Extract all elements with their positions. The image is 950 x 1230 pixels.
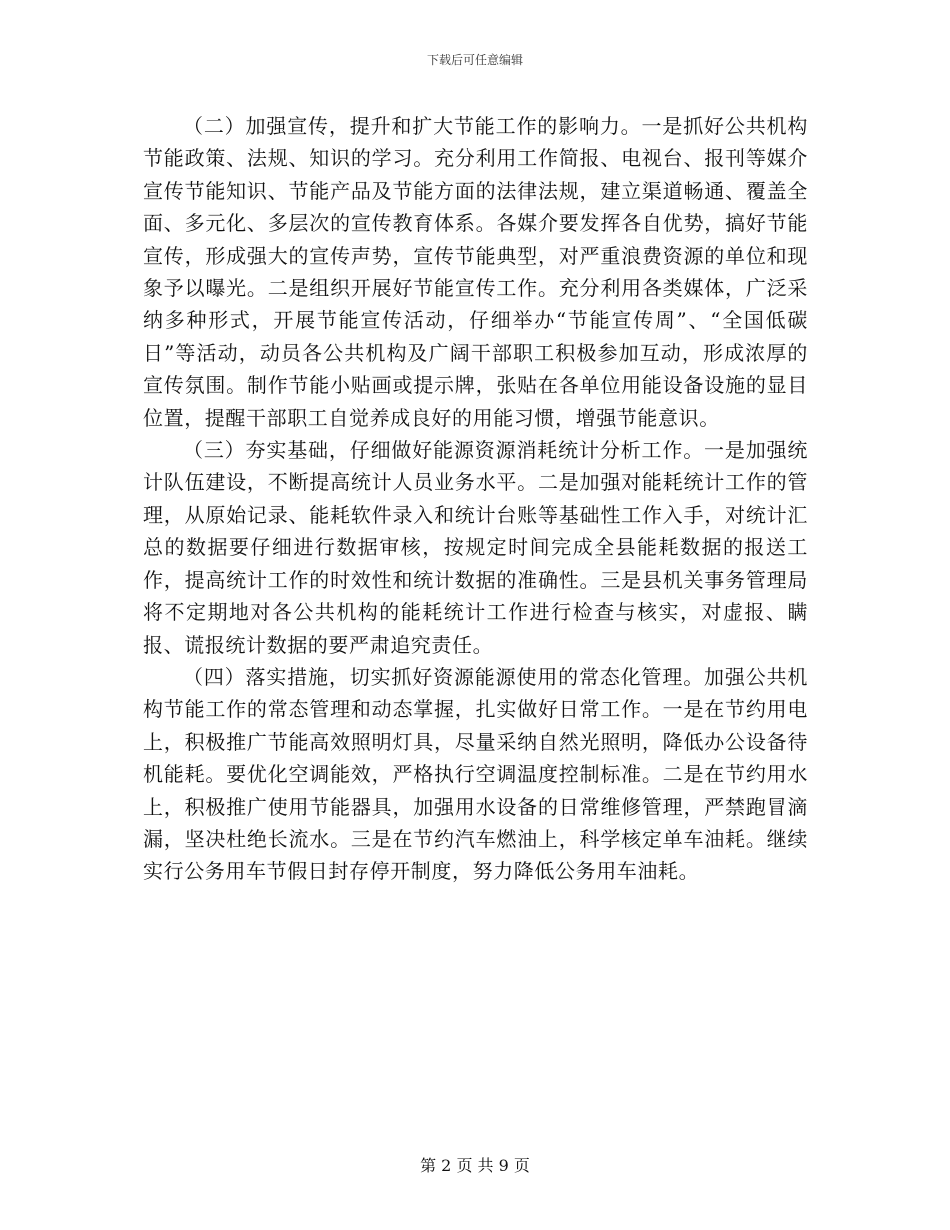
page-header: 下载后可任意编辑 <box>426 53 523 67</box>
document-body <box>143 110 808 888</box>
page-footer: 第 2 页 共 9 页 <box>420 1156 530 1175</box>
paragraph-section-2: （二）加强宣传，提升和扩大节能工作的影响力。一是抓好公共机构节能政策、法规、知识的学习。充分利用工作简报、电视台、报刊等媒介宣传节能知识、节能产品及节能方面的法律法规，建立渠道畅通、覆盖全面、多元化、多层次的宣传教育体系。各媒介要发挥各自优势，搞好节能宣传，形成强大的宣传声势，宣传节能典型，对严重浪费资源的单位和现象予以曝光。二是组织开展好节能宣传工作。充分利用各类媒体，广泛采纳多种形式，开展节能宣传活动，仔细举办“节能宣传周”、“全国低碳日”等活动，动员各公共机构及广阔干部职工积极参加互动，形成浓厚的宣传氛围。制作节能小贴画或提示牌，张贴在各单位用能设备设施的显目位置，提醒干部职工自觉养成良好的用能习惯，增强节能意识。 <box>143 114 808 430</box>
paragraph-section-3: （三）夯实基础，仔细做好能源资源消耗统计分析工作。一是加强统计队伍建设，不断提高统计人员业务水平。二是加强对能耗统计工作的管理，从原始记录、能耗软件录入和统计台账等基础性工作入手，对统计汇总的数据要仔细进行数据审核，按规定时间完成全县能耗数据的报送工作，提高统计工作的时效性和统计数据的准确性。三是县机关事务管理局将不定期地对各公共机构的能耗统计工作进行检查与核实，对虚报、瞒报、谎报统计数据的要严肃追究责任。 <box>143 438 808 657</box>
paragraph-section-4: （四）落实措施，切实抓好资源能源使用的常态化管理。加强公共机构节能工作的常态管理和动态掌握，扎实做好日常工作。一是在节约用电上，积极推广节能高效照明灯具，尽量采纳自然光照明，降低办公设备待机能耗。要优化空调能效，严格执行空调温度控制标准。二是在节约用水上，积极推广使用节能器具，加强用水设备的日常维修管理，严禁跑冒滴漏，坚决杜绝长流水。三是在节约汽车燃油上，科学核定单车油耗。继续实行公务用车节假日封存停开制度，努力降低公务用车油耗。 <box>143 664 808 884</box>
